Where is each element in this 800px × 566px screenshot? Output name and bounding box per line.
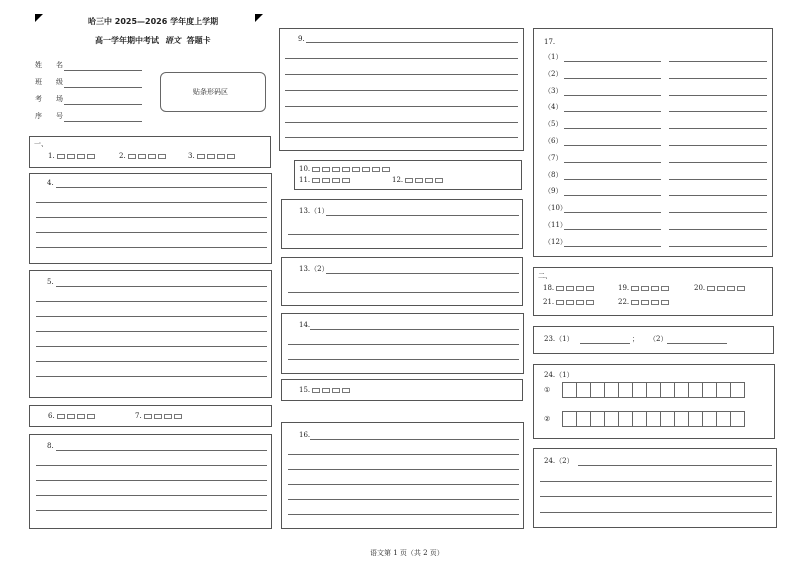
q17-answer-line[interactable]: [564, 128, 661, 129]
grid-cell[interactable]: [674, 382, 689, 398]
grid-cell[interactable]: [562, 411, 577, 427]
q21-options[interactable]: 21.: [543, 298, 596, 307]
answer-line[interactable]: [285, 137, 518, 138]
answer-line[interactable]: [288, 292, 519, 293]
q17-item-label: （5）: [544, 120, 563, 129]
info-line-name[interactable]: [64, 70, 142, 71]
answer-line[interactable]: [56, 187, 267, 188]
q17-answer-line[interactable]: [564, 195, 661, 196]
exam-name: 高一学年期中考试: [95, 36, 159, 45]
q17-answer-line[interactable]: [564, 162, 661, 163]
answer-line[interactable]: [288, 469, 519, 470]
answer-line[interactable]: [580, 343, 630, 344]
q24-1-row1-label: ①: [544, 386, 551, 394]
grid-cell[interactable]: [576, 382, 591, 398]
info-label-name: 姓 名: [35, 61, 63, 69]
q17-answer-line[interactable]: [669, 179, 767, 180]
answer-line[interactable]: [578, 465, 772, 466]
q17-answer-line[interactable]: [669, 95, 767, 96]
q17-answer-line[interactable]: [669, 145, 767, 146]
corner-marker: [255, 14, 263, 22]
q17-item-label: （6）: [544, 137, 563, 145]
answer-line[interactable]: [285, 106, 518, 107]
info-line-seat[interactable]: [64, 121, 142, 122]
answer-line[interactable]: [310, 439, 519, 440]
q17-answer-line[interactable]: [669, 111, 767, 112]
q10-options[interactable]: 10.: [299, 165, 392, 174]
q17-item-label: （3）: [544, 86, 563, 95]
q8-label: 8.: [47, 442, 54, 450]
answer-line[interactable]: [36, 247, 267, 248]
answer-line[interactable]: [285, 74, 518, 75]
q23-box: [533, 326, 774, 354]
grid-cell[interactable]: [660, 382, 675, 398]
grid-cell[interactable]: [618, 411, 633, 427]
answer-line[interactable]: [288, 454, 519, 455]
q24-2-label: 24.（2）: [544, 457, 574, 465]
subject-name: 语文: [164, 36, 181, 45]
section2-box: [533, 267, 773, 316]
section1-label: 一、: [34, 140, 48, 148]
q17-label: 17.: [544, 38, 556, 46]
grid-cell[interactable]: [688, 411, 703, 427]
q17-item-label: （9）: [544, 187, 563, 196]
barcode-area: [160, 72, 266, 112]
answer-line[interactable]: [36, 331, 267, 332]
answer-line[interactable]: [288, 514, 519, 515]
answer-line[interactable]: [36, 346, 267, 347]
section1-box: [29, 136, 271, 168]
q17-answer-line[interactable]: [564, 212, 661, 213]
exam-title: 哈三中 2025—2026 学年度上学期: [88, 17, 219, 26]
page-footer: 语文第 1 页（共 2 页）: [370, 549, 444, 557]
q17-answer-line[interactable]: [564, 78, 661, 79]
q17-answer-line[interactable]: [564, 145, 661, 146]
q10-12-box: [294, 160, 522, 190]
q4-label: 4.: [47, 179, 54, 187]
barcode-label: 贴条形码区: [193, 88, 228, 96]
q15-box: [281, 379, 523, 401]
q13-2-label: 13.（2）: [299, 265, 329, 273]
answer-line[interactable]: [56, 286, 267, 287]
q5-box: [29, 270, 272, 398]
q13-1-box: [281, 199, 523, 249]
answer-line[interactable]: [288, 484, 519, 485]
answer-line[interactable]: [326, 215, 519, 216]
card-name: 答题卡: [186, 36, 211, 45]
q7-options[interactable]: 7.: [135, 412, 184, 421]
q17-answer-line[interactable]: [564, 111, 661, 112]
grid-cell[interactable]: [576, 411, 591, 427]
grid-cell[interactable]: [688, 382, 703, 398]
q23-part2-label: （2）: [649, 335, 668, 343]
q2-options[interactable]: 2.: [119, 152, 168, 161]
answer-line[interactable]: [285, 90, 518, 91]
q17-answer-line[interactable]: [669, 61, 767, 62]
grid-cell[interactable]: [674, 411, 689, 427]
q17-answer-line[interactable]: [669, 195, 767, 196]
q24-1-grid-row2[interactable]: [562, 411, 744, 427]
q17-item-label: （10）: [544, 204, 567, 213]
q17-item-label: （2）: [544, 69, 563, 78]
answer-line[interactable]: [36, 376, 267, 377]
q17-answer-line[interactable]: [564, 95, 661, 96]
q17-answer-line[interactable]: [669, 246, 767, 247]
answer-line[interactable]: [36, 465, 267, 466]
q24-1-label: 24.（1）: [544, 371, 574, 379]
exam-subtitle: [95, 36, 211, 45]
q23-label: 23.（1）: [544, 335, 574, 343]
answer-line[interactable]: [288, 499, 519, 500]
q5-label: 5.: [47, 278, 54, 286]
q24-2-box: [533, 448, 777, 528]
q17-answer-line[interactable]: [564, 229, 661, 230]
q17-item-label: （12）: [544, 237, 567, 246]
q11-options[interactable]: 11.: [299, 176, 352, 185]
q17-answer-line[interactable]: [669, 162, 767, 163]
q12-options[interactable]: 12.: [392, 176, 445, 185]
q15-options[interactable]: 15.: [299, 386, 352, 395]
q6-options[interactable]: 6.: [48, 412, 97, 421]
answer-line[interactable]: [36, 202, 267, 203]
grid-cell[interactable]: [590, 411, 605, 427]
grid-cell[interactable]: [730, 382, 745, 398]
answer-line[interactable]: [285, 122, 518, 123]
info-label-room: 考 场: [35, 95, 63, 103]
q17-answer-line[interactable]: [669, 229, 767, 230]
answer-line[interactable]: [36, 217, 267, 218]
q16-label: 16.: [299, 431, 311, 439]
answer-line[interactable]: [540, 512, 772, 513]
q13-2-box: [281, 257, 523, 306]
q3-options[interactable]: 3.: [188, 152, 237, 161]
answer-line[interactable]: [288, 344, 519, 345]
grid-cell[interactable]: [590, 382, 605, 398]
corner-marker: [35, 14, 43, 22]
answer-line[interactable]: [56, 450, 267, 451]
q16-box: [281, 422, 524, 529]
q17-item-label: （7）: [544, 153, 563, 162]
grid-cell[interactable]: [618, 382, 633, 398]
grid-cell[interactable]: [646, 382, 661, 398]
answer-line[interactable]: [285, 58, 518, 59]
info-line-room[interactable]: [64, 104, 142, 105]
q1-options[interactable]: 1.: [48, 152, 97, 161]
grid-cell[interactable]: [632, 411, 647, 427]
answer-line[interactable]: [540, 481, 772, 482]
q9-label: 9.: [298, 35, 305, 43]
q14-box: [281, 313, 524, 374]
q17-box: [533, 28, 773, 257]
q4-box: [29, 173, 272, 264]
grid-cell[interactable]: [716, 382, 731, 398]
answer-line[interactable]: [36, 232, 267, 233]
info-label-class: 班 级: [35, 78, 63, 86]
grid-cell[interactable]: [716, 411, 731, 427]
q23-separator: ；: [632, 335, 639, 343]
answer-line[interactable]: [288, 359, 519, 360]
grid-cell[interactable]: [660, 411, 675, 427]
grid-cell[interactable]: [730, 411, 745, 427]
grid-cell[interactable]: [562, 382, 577, 398]
q22-options[interactable]: 22.: [618, 298, 671, 307]
q17-answer-line[interactable]: [669, 78, 767, 79]
info-label-seat: 序 号: [35, 112, 63, 120]
answer-line[interactable]: [36, 361, 267, 362]
info-line-class[interactable]: [64, 87, 142, 88]
grid-cell[interactable]: [702, 411, 717, 427]
grid-cell[interactable]: [604, 382, 619, 398]
q17-answer-line[interactable]: [669, 212, 767, 213]
answer-line[interactable]: [310, 329, 519, 330]
q17-item-label: （4）: [544, 103, 563, 112]
grid-cell[interactable]: [646, 411, 661, 427]
answer-line[interactable]: [36, 495, 267, 496]
q24-1-box: [533, 364, 775, 439]
grid-cell[interactable]: [604, 411, 619, 427]
grid-cell[interactable]: [632, 382, 647, 398]
q18-options[interactable]: 18.: [543, 284, 596, 293]
q9-box: [279, 28, 524, 151]
q6-q7-box: [29, 405, 272, 427]
q17-answer-line[interactable]: [564, 179, 661, 180]
q24-1-row2-label: ②: [544, 415, 551, 423]
q17-item-label: （8）: [544, 170, 563, 179]
q13-1-label: 13.（1）: [299, 207, 329, 215]
answer-line[interactable]: [306, 42, 518, 43]
q17-answer-line[interactable]: [564, 246, 661, 247]
answer-line[interactable]: [326, 273, 519, 274]
answer-line[interactable]: [667, 343, 727, 344]
answer-line[interactable]: [36, 510, 267, 511]
answer-line[interactable]: [36, 301, 267, 302]
answer-line[interactable]: [288, 234, 519, 235]
q17-item-label: （1）: [544, 53, 563, 61]
answer-line[interactable]: [36, 480, 267, 481]
q17-answer-line[interactable]: [564, 61, 661, 62]
q17-answer-line[interactable]: [669, 128, 767, 129]
q8-box: [29, 434, 272, 529]
section2-label: 二、: [538, 272, 552, 280]
answer-line[interactable]: [540, 496, 772, 497]
q24-1-grid-row1[interactable]: [562, 382, 744, 398]
q14-label: 14.: [299, 321, 311, 329]
q17-item-label: （11）: [544, 221, 567, 229]
answer-line[interactable]: [36, 316, 267, 317]
q20-options[interactable]: 20.: [694, 284, 747, 293]
q19-options[interactable]: 19.: [618, 284, 671, 293]
grid-cell[interactable]: [702, 382, 717, 398]
